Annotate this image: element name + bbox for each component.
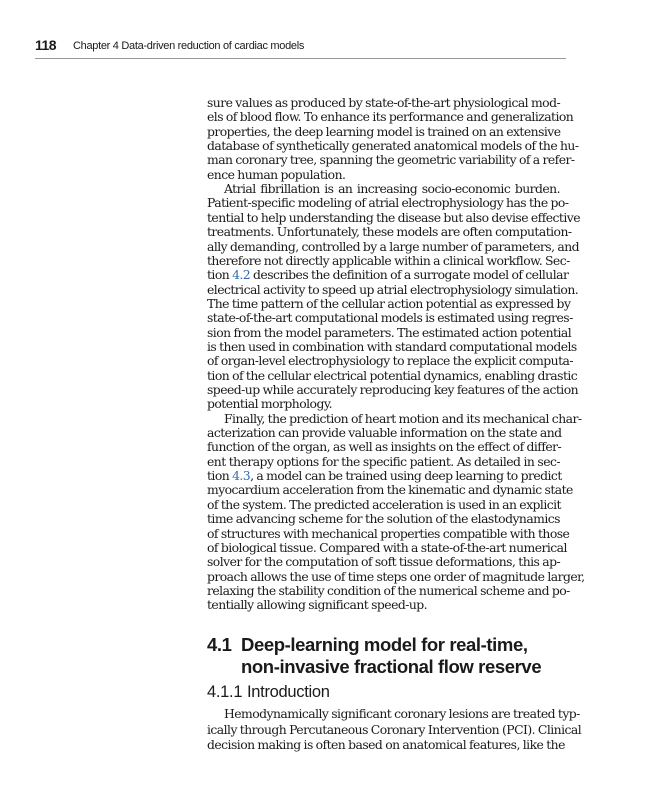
section-link[interactable]: 4.2 — [232, 267, 251, 283]
header-rule — [35, 58, 566, 59]
text-line: proach allows the use of time steps one order of magnitude larger, — [207, 568, 585, 584]
text-line: decision making is often based on anatomical features, like the — [207, 737, 565, 752]
text-line: relaxing the stability condition of the numerical scheme and po- — [207, 582, 570, 598]
text-line: sure values as produced by state-of-the-art physiological mod- — [207, 95, 561, 110]
page-number: 118 — [35, 37, 57, 53]
text-line: state-of-the-art computational models is estimated using regres- — [207, 310, 573, 326]
section-link[interactable]: 4.3 — [232, 468, 251, 484]
text-line: of the system. The predicted acceleration is used in an explicit — [207, 496, 561, 512]
text-line: properties, the deep learning model is trained on an extensive — [207, 123, 561, 139]
text-line: man coronary tree, spanning the geometric variability of a refer- — [207, 152, 575, 168]
text-line: Atrial fibrillation is an increasing socio-economic burden. — [224, 181, 560, 197]
text-line: database of synthetically generated anatomical models of the hu- — [207, 138, 579, 154]
text-line: function of the organ, as well as insights on the effect of differ- — [207, 439, 562, 455]
text-line — [207, 468, 560, 483]
text-segment: describes the definition of a surrogate model of cellular — [250, 267, 569, 283]
text-line: ically through Percutaneous Coronary Intervention (PCI). Clinical — [207, 721, 582, 737]
text-line: ally demanding, controlled by a large number of parameters, and — [207, 238, 580, 254]
text-line: tential to help understanding the disease but also devise effective — [207, 209, 580, 225]
text-line: ence human population. — [207, 166, 346, 182]
subsection-title: Introduction — [247, 683, 330, 701]
text-line: potential morphology. — [207, 396, 333, 412]
text-line: ent therapy options for the specific patient. As detailed in sec- — [207, 453, 560, 469]
section-heading — [207, 634, 528, 656]
text-segment: , a model can be trained using deep learning to predict — [250, 468, 562, 484]
text-segment: tion — [207, 468, 233, 484]
text-line: acterization can provide valuable information on the state and — [207, 425, 562, 441]
text-line: Finally, the prediction of heart motion and its mechanical char- — [224, 410, 582, 426]
text-line: tion of the cellular electrical potential dynamics, enabling drastic — [207, 367, 578, 383]
running-header: Chapter 4 Data-driven reduction of cardiac models — [73, 40, 305, 52]
text-line: therefore not directly applicable within a clinical workflow. Sec- — [207, 252, 570, 268]
subsection-heading — [207, 683, 330, 702]
text-line: els of blood flow. To enhance its performance and generalization — [207, 109, 574, 125]
text-line: is then used in combination with standard computational models — [207, 338, 577, 354]
text-line: Patient-specific modeling of atrial electrophysiology has the po- — [207, 195, 569, 211]
text-line: tentially allowing significant speed-up. — [207, 597, 428, 613]
text-line: of biological tissue. Compared with a state-of-the-art numerical — [207, 539, 567, 555]
text-line: speed-up while accurately reproducing key features of the action — [207, 382, 579, 397]
text-line: of structures with mechanical properties compatible with those — [207, 525, 570, 541]
text-line: solver for the computation of soft tissue deformations, this ap- — [207, 554, 561, 570]
text-line: Hemodynamically significant coronary lesions are treated typ- — [224, 706, 580, 721]
text-line — [207, 267, 569, 283]
section-title-line2: non-invasive fractional flow reserve — [241, 656, 542, 677]
text-line: myocardium acceleration from the kinematic and dynamic state — [207, 482, 573, 498]
subsection-number: 4.1.1 — [207, 683, 243, 701]
text-line: of organ-level electrophysiology to replace the explicit computa- — [207, 353, 574, 369]
section-title-line1: Deep-learning model for real-time, — [241, 634, 528, 655]
text-segment: tion — [207, 267, 233, 283]
section-number: 4.1 — [207, 634, 232, 655]
text-line: treatments. Unfortunately, these models are often computation- — [207, 224, 572, 240]
text-line: sion from the model parameters. The estimated action potential — [207, 324, 572, 340]
text-line: time advancing scheme for the solution of the elastodynamics — [207, 511, 560, 527]
text-line: electrical activity to speed up atrial electrophysiology simulation. — [207, 281, 579, 297]
text-line: The time pattern of the cellular action potential as expressed by — [207, 295, 571, 311]
